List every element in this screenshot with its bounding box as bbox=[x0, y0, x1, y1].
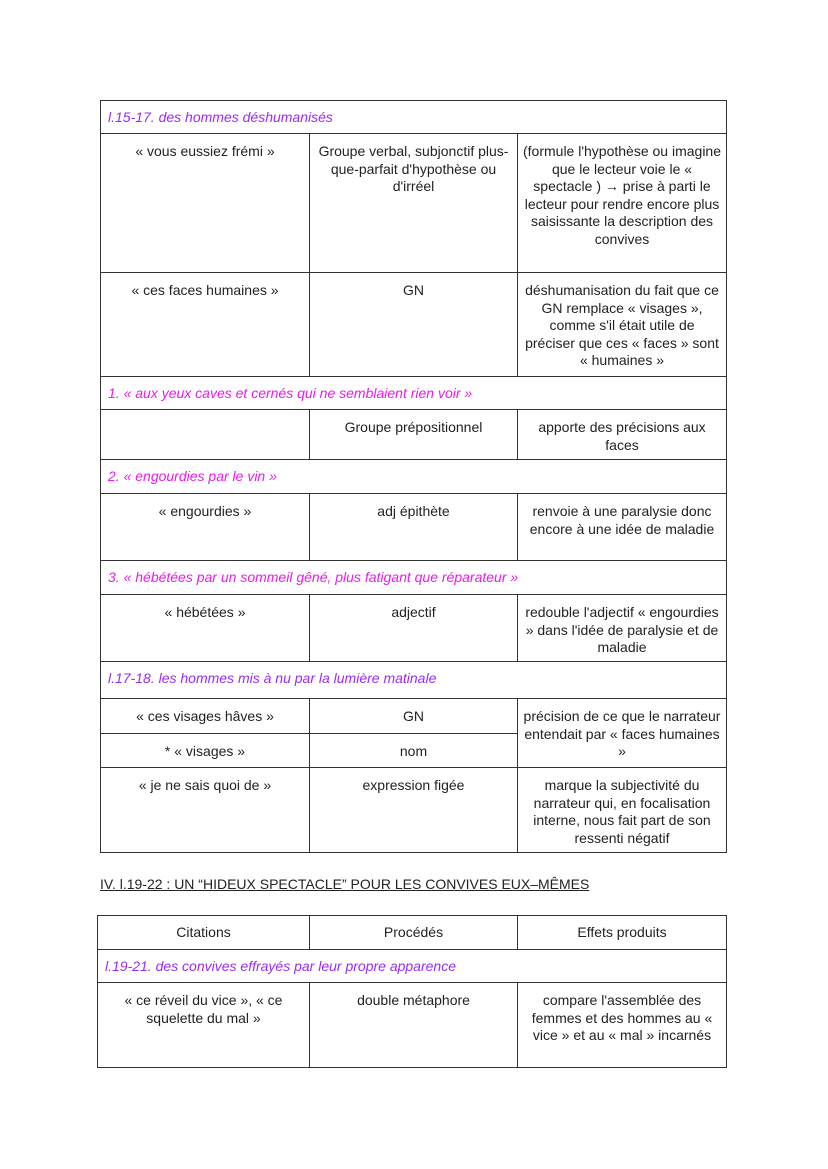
citation-cell: « hébétées » bbox=[101, 595, 310, 662]
quote-title: 2. « engourdies par le vin » bbox=[101, 460, 727, 494]
section-title: l.19-21. des convives effrayés par leur propre apparence bbox=[98, 950, 727, 983]
citation-cell: « engourdies » bbox=[101, 494, 310, 561]
procede-cell: Groupe prépositionnel bbox=[310, 410, 518, 460]
procede-cell: GN bbox=[310, 273, 518, 377]
table-row bbox=[101, 595, 727, 662]
effet-cell: (formule l'hypothèse ou imagine que le lecteur voie le « spectacle ) → prise à parti le lecteur pour rendre encore plus saisissante la description des convives bbox=[518, 134, 727, 273]
effet-cell: apporte des précisions aux faces bbox=[518, 410, 727, 460]
effet-cell: compare l'assemblée des femmes et des hommes au « vice » et au « mal » incarnés bbox=[518, 983, 727, 1068]
procede-cell: double métaphore bbox=[310, 983, 518, 1068]
header-citations: Citations bbox=[98, 916, 310, 950]
procede-cell: nom bbox=[310, 734, 518, 768]
table-row bbox=[101, 699, 727, 734]
citation-cell: « ces visages hâves » bbox=[101, 699, 310, 734]
table-header-row bbox=[98, 916, 727, 950]
citation-cell bbox=[101, 410, 310, 460]
analysis-table-part4 bbox=[97, 915, 727, 1068]
section-title: l.15-17. des hommes déshumanisés bbox=[101, 101, 727, 134]
effet-cell: précision de ce que le narrateur entendait par « faces humaines » bbox=[518, 699, 727, 768]
effet-cell: redouble l'adjectif « engourdies » dans l'idée de paralysie et de maladie bbox=[518, 595, 727, 662]
part-heading: IV. l.19-22 : UN “HIDEUX SPECTACLE” POUR LES CONVIVES EUX–MÊMES bbox=[100, 876, 590, 892]
table-row bbox=[101, 134, 727, 273]
table-row bbox=[98, 983, 727, 1068]
procede-cell: adj épithète bbox=[310, 494, 518, 561]
quote-title: 1. « aux yeux caves et cernés qui ne semblaient rien voir » bbox=[101, 377, 727, 410]
citation-cell: * « visages » bbox=[101, 734, 310, 768]
effet-cell: marque la subjectivité du narrateur qui, en focalisation interne, nous fait part de son ressenti négatif bbox=[518, 768, 727, 853]
citation-cell: « je ne sais quoi de » bbox=[101, 768, 310, 853]
section-title: l.17-18. les hommes mis à nu par la lumière matinale bbox=[101, 662, 727, 699]
effet-cell: renvoie à une paralysie donc encore à une idée de maladie bbox=[518, 494, 727, 561]
table-row bbox=[101, 768, 727, 853]
table-row bbox=[101, 494, 727, 561]
header-effets: Effets produits bbox=[518, 916, 727, 950]
procede-cell: GN bbox=[310, 699, 518, 734]
procede-cell: expression figée bbox=[310, 768, 518, 853]
table-row bbox=[101, 410, 727, 460]
table-row bbox=[101, 273, 727, 377]
effet-cell: déshumanisation du fait que ce GN remplace « visages », comme s'il était utile de préciser que ces « faces » sont « humaines » bbox=[518, 273, 727, 377]
citation-cell: « vous eussiez frémi » bbox=[101, 134, 310, 273]
citation-cell: « ces faces humaines » bbox=[101, 273, 310, 377]
procede-cell: adjectif bbox=[310, 595, 518, 662]
quote-title: 3. « hébétées par un sommeil gêné, plus fatigant que réparateur » bbox=[101, 561, 727, 595]
procede-cell: Groupe verbal, subjonctif plus-que-parfait d'hypothèse ou d'irréel bbox=[310, 134, 518, 273]
analysis-table-part3 bbox=[100, 100, 727, 853]
citation-cell: « ce réveil du vice », « ce squelette du mal » bbox=[98, 983, 310, 1068]
header-procedes: Procédés bbox=[310, 916, 518, 950]
